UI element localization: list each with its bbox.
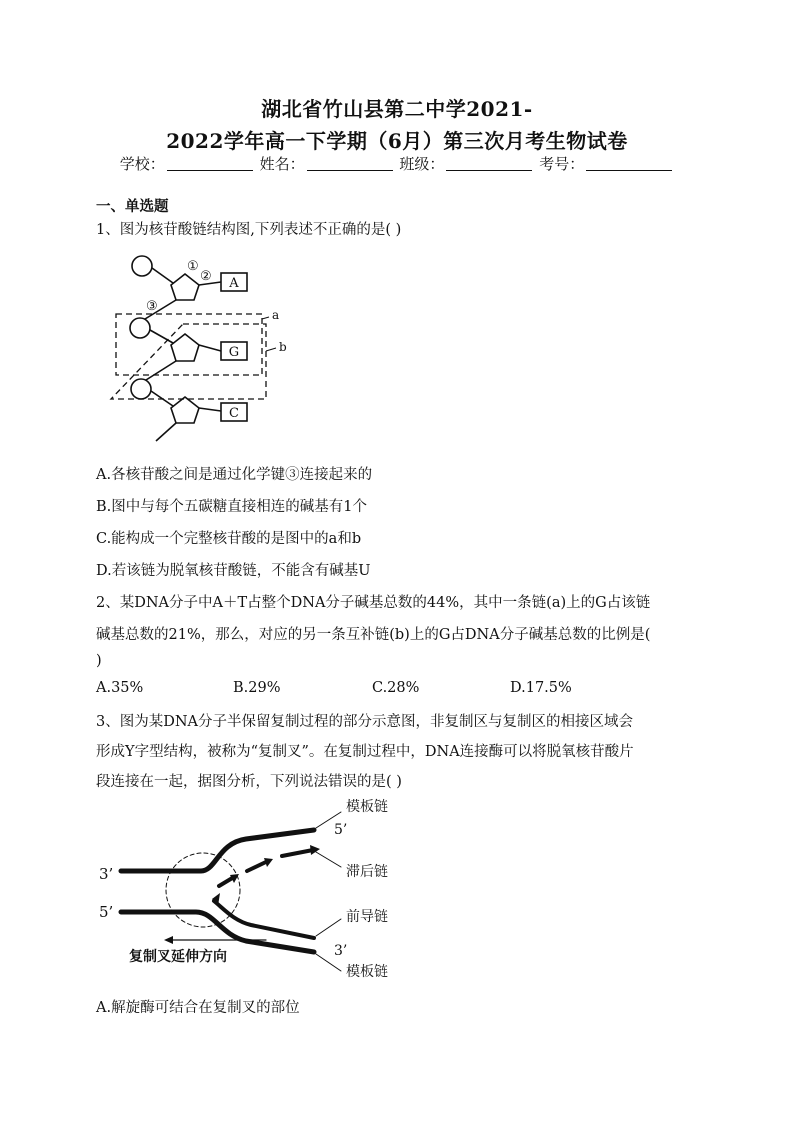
base-a-label: A bbox=[229, 276, 239, 291]
school-blank bbox=[167, 156, 253, 171]
q1-option-b: B.图中与每个五碳糖直接相连的碱基有1个 bbox=[96, 499, 367, 515]
sugar-3 bbox=[171, 397, 199, 423]
exam-title-line2: 2022学年高一下学期（6月）第三次月考生物试卷 bbox=[166, 129, 628, 153]
q2-stem-line2: 碱基总数的21%，那么，对应的另一条互补链(b)上的G占DNA分子碱基总数的比例是( bbox=[96, 627, 651, 643]
student-info-row bbox=[0, 153, 794, 174]
top-5-prime-label: 5’ bbox=[334, 822, 348, 838]
lagging-segment-3 bbox=[282, 850, 313, 856]
phosphate-1 bbox=[132, 256, 152, 276]
top-template-strand bbox=[121, 830, 314, 871]
dashed-box-a bbox=[116, 314, 262, 375]
class-blank bbox=[446, 156, 532, 171]
exam-number-label: 考号： bbox=[539, 155, 585, 173]
bond-1-label: ① bbox=[187, 259, 199, 274]
q2-stem-line1: 2、某DNA分子中A＋T占整个DNA分子碱基总数的44%，其中一条链(a)上的G占该链 bbox=[96, 595, 651, 611]
lagging-strand-label: 滞后链 bbox=[346, 864, 388, 880]
exam-title-line1: 湖北省竹山县第二中学2021- bbox=[261, 97, 533, 121]
q1-option-c: C.能构成一个完整核苷酸的是图中的a和b bbox=[96, 531, 362, 547]
template-strand-bottom-label: 模板链 bbox=[346, 964, 388, 980]
region-a-label: a bbox=[272, 308, 280, 322]
exam-number-blank bbox=[586, 156, 672, 171]
section-heading: 一、单选题 bbox=[96, 198, 169, 215]
nucleotide-chain-figure bbox=[96, 247, 296, 452]
left-3-prime-label: 3’ bbox=[99, 865, 114, 883]
sugar-2 bbox=[171, 334, 199, 361]
template-strand-top-label: 模板链 bbox=[346, 799, 388, 815]
q2-option-d: D.17.5% bbox=[510, 680, 572, 696]
school-label: 学校： bbox=[119, 155, 165, 173]
q2-option-c: C.28% bbox=[372, 680, 420, 696]
q3-stem-line3: 段连接在一起，据图分析，下列说法错误的是( ) bbox=[96, 774, 402, 790]
left-5-prime-label: 5’ bbox=[99, 903, 114, 921]
leading-strand-label: 前导链 bbox=[346, 909, 388, 925]
lagging-segment-2 bbox=[247, 861, 268, 871]
q3-stem-line1: 3、图为某DNA分子半保留复制过程的部分示意图，非复制区与复制区的相接区域会 bbox=[96, 714, 634, 730]
q2-stem-line3: ) bbox=[96, 653, 102, 669]
q1-option-a: A.各核苷酸之间是通过化学键③连接起来的 bbox=[96, 467, 373, 483]
replication-fork-figure bbox=[96, 795, 416, 985]
q3-option-a: A.解旋酶可结合在复制叉的部位 bbox=[96, 1000, 300, 1016]
q1-option-d: D.若该链为脱氧核苷酸链，不能含有碱基U bbox=[96, 563, 371, 579]
region-b-label: b bbox=[279, 340, 287, 354]
name-blank bbox=[307, 156, 393, 171]
bond-3-label: ③ bbox=[146, 299, 158, 314]
q2-option-a: A.35% bbox=[96, 680, 144, 696]
bottom-3-prime-label: 3’ bbox=[334, 943, 348, 959]
phosphate-3 bbox=[131, 379, 151, 399]
base-g-label: G bbox=[228, 345, 240, 360]
q1-stem: 1、图为核苷酸链结构图,下列表述不正确的是( ) bbox=[96, 222, 402, 238]
bond-2-label: ② bbox=[200, 269, 212, 284]
phosphate-2 bbox=[130, 318, 150, 338]
base-c-label: C bbox=[229, 406, 239, 421]
sugar-1 bbox=[171, 274, 199, 300]
class-label: 班级： bbox=[399, 155, 445, 173]
q2-option-b: B.29% bbox=[233, 680, 281, 696]
q3-stem-line2: 形成Y字型结构，被称为“复制叉”。在复制过程中，DNA连接酶可以将脱氧核苷酸片 bbox=[96, 744, 634, 760]
fork-direction-label: 复制叉延伸方向 bbox=[129, 949, 227, 965]
name-label: 姓名： bbox=[259, 155, 305, 173]
